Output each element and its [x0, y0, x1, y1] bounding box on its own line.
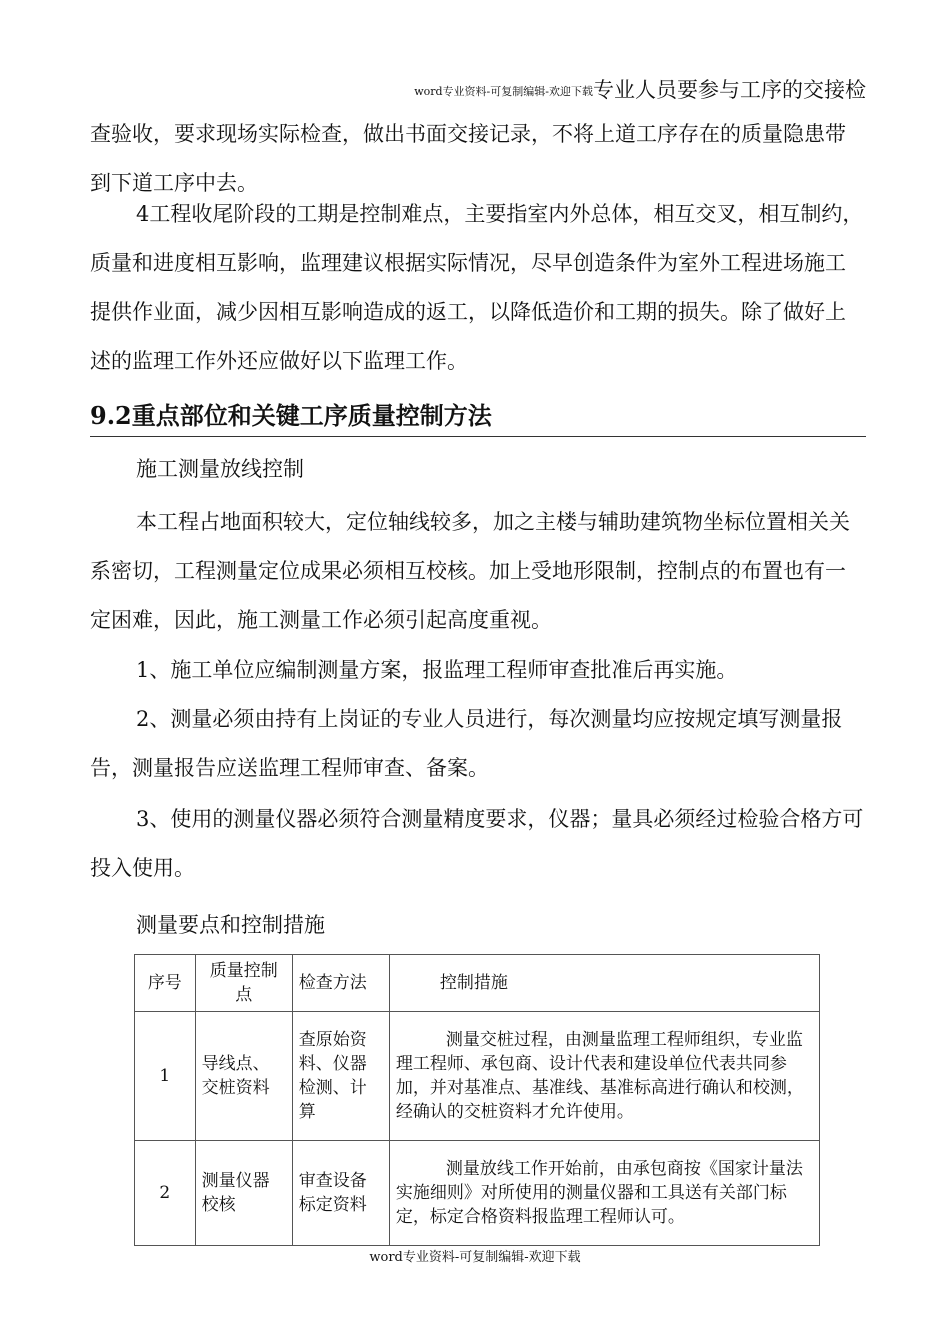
list-item-2: 2、测量必须由持有上岗证的专业人员进行，每次测量均应按规定填写测量报告，测量报告应送监理工程师审查、备案。: [90, 707, 843, 780]
cell-point: 导线点、交桩资料: [195, 1012, 292, 1141]
footer-watermark: word专业资料-可复制编辑-欢迎下载: [369, 1250, 581, 1265]
cell-no: 1: [135, 1012, 196, 1141]
table-header-row: [135, 955, 820, 1012]
list-item-1: 1、施工单位应编制测量方案，报监理工程师审查批准后再实施。: [136, 658, 738, 682]
section-intro: 本工程占地面积较大，定位轴线较多，加之主楼与辅助建筑物坐标位置相关关系密切，工程测量定位成果必须相互校核。加上受地形限制，控制点的布置也有一定困难，因此，施工测量工作必须引起高度重视。: [90, 510, 850, 632]
section-heading: 9.2重点部位和关键工序质量控制方法: [90, 396, 866, 437]
header-cell-point: 质量控制点: [195, 955, 292, 1012]
cell-point: 测量仪器校核: [195, 1141, 292, 1246]
table-caption: 测量要点和控制措施: [136, 913, 325, 937]
header-cell-method: 检查方法: [292, 955, 389, 1012]
paragraph-closing-phase: 4工程收尾阶段的工期是控制难点，主要指室内外总体，相互交叉，相互制约，质量和进度相互影响，监理建议根据实际情况，尽早创造条件为室外工程进场施工提供作业面，减少因相互影响造成的返工，以降低造价和工期的损失。除了做好上述的监理工作外还应做好以下监理工作。: [90, 202, 864, 373]
cell-control: 测量放线工作开始前，由承包商按《国家计量法实施细则》对所使用的测量仪器和工具送有关部门标定，标定合格资料报监理工程师认可。: [389, 1141, 819, 1246]
header-continuation-text: 专业人员要参与工序的交接检: [593, 78, 866, 102]
header-line: [90, 72, 866, 110]
header-cell-control: 控制措施: [389, 955, 819, 1012]
cell-control: 测量交桩过程，由测量监理工程师组织，专业监理工程师、承包商、设计代表和建设单位代表共同参加，并对基准点、基准线、基准标高进行确认和校测，经确认的交桩资料才允许使用。: [389, 1012, 819, 1141]
table-row: [135, 1141, 820, 1246]
paragraph-continuation: 查验收，要求现场实际检查，做出书面交接记录，不将上道工序存在的质量隐患带到下道工序中去。: [90, 122, 846, 195]
cell-method: 查原始资料、仪器检测、计算: [292, 1012, 389, 1141]
list-item-3: 3、使用的测量仪器必须符合测量精度要求，仪器；量具必须经过检验合格方可投入使用。: [90, 807, 864, 880]
header-cell-no: 序号: [135, 955, 196, 1012]
cell-no: 2: [135, 1141, 196, 1246]
cell-method: 审查设备标定资料: [292, 1141, 389, 1246]
header-watermark: word专业资料-可复制编辑-欢迎下载: [414, 85, 593, 98]
table-row: [135, 1012, 820, 1141]
section-subtitle: 施工测量放线控制: [136, 457, 304, 481]
measurement-table: [134, 954, 820, 1246]
